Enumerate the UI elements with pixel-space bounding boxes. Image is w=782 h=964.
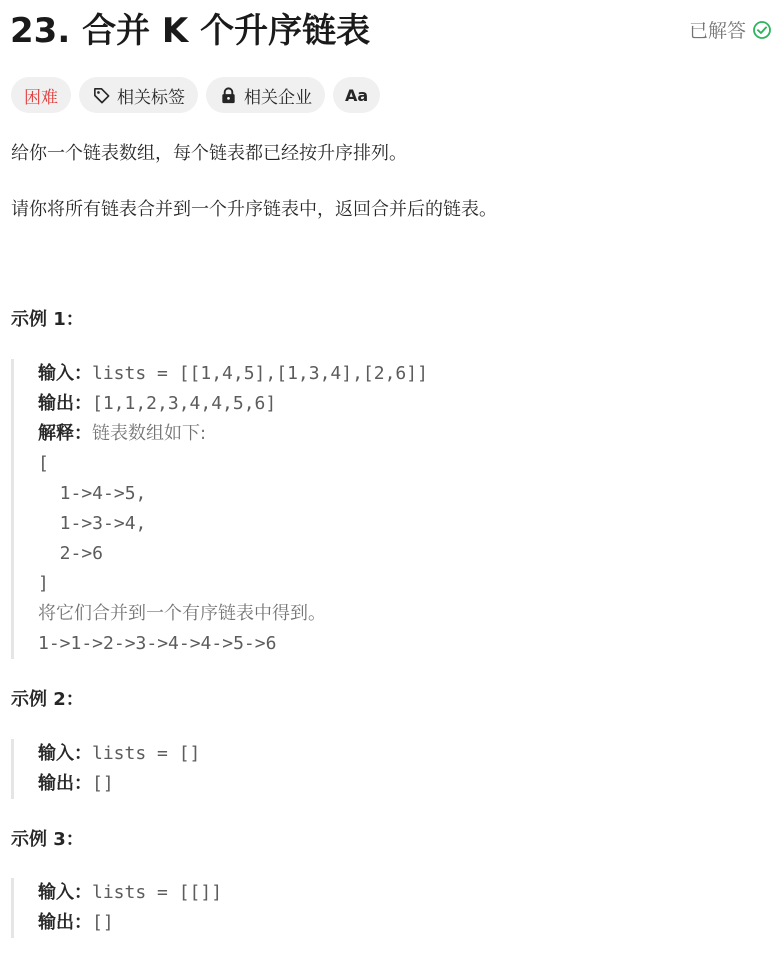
explain-line: 2->6 bbox=[38, 543, 104, 564]
output-value: [] bbox=[92, 912, 114, 933]
related-tags-button[interactable] bbox=[79, 77, 198, 113]
output-label: 输出： bbox=[38, 912, 92, 933]
translate-button[interactable] bbox=[333, 77, 380, 113]
explain-line: 1->3->4, bbox=[38, 513, 147, 534]
input-label: 输入： bbox=[38, 743, 92, 764]
lock-icon bbox=[219, 86, 238, 105]
input-value: lists = [[1,4,5],[1,3,4],[2,6]] bbox=[92, 363, 428, 384]
solved-status bbox=[689, 16, 772, 43]
input-label: 输入： bbox=[38, 882, 92, 903]
input-value: lists = [[]] bbox=[92, 882, 223, 903]
solved-label: 已解答 bbox=[688, 20, 746, 42]
explain-label: 解释： bbox=[38, 423, 92, 444]
explain-line: 1->1->2->3->4->4->5->6 bbox=[38, 633, 277, 654]
related-companies-label: 相关企业 bbox=[244, 87, 312, 108]
translate-icon: Aa bbox=[345, 85, 369, 105]
description-line-1: 给你一个链表数组，每个链表都已经按升序排列。 bbox=[11, 143, 407, 164]
output-label: 输出： bbox=[38, 393, 92, 414]
example-1-block bbox=[11, 359, 428, 659]
example-1-input bbox=[38, 359, 428, 389]
output-value: [] bbox=[92, 773, 114, 794]
explain-line: 将它们合并到一个有序链表中得到。 bbox=[38, 603, 326, 624]
example-3-title: 示例 3： bbox=[11, 829, 84, 850]
input-label: 输入： bbox=[38, 363, 92, 384]
description-line-2: 请你将所有链表合并到一个升序链表中，返回合并后的链表。 bbox=[11, 199, 497, 220]
example-1-title: 示例 1： bbox=[11, 309, 84, 330]
example-2-output bbox=[38, 769, 200, 799]
output-label: 输出： bbox=[38, 773, 92, 794]
tag-icon bbox=[92, 86, 111, 105]
problem-title: 23. 合并 K 个升序链表 bbox=[10, 11, 371, 51]
output-value: [1,1,2,3,4,4,5,6] bbox=[92, 393, 277, 414]
related-tags-label: 相关标签 bbox=[117, 87, 185, 108]
explain-line: ] bbox=[38, 573, 49, 594]
difficulty-badge bbox=[11, 77, 71, 113]
explain-line: 1->4->5, bbox=[38, 483, 147, 504]
related-companies-button[interactable] bbox=[206, 77, 325, 113]
input-value: lists = [] bbox=[92, 743, 201, 764]
example-2-title: 示例 2： bbox=[11, 689, 84, 710]
tag-row bbox=[11, 77, 380, 113]
check-circle-icon bbox=[752, 20, 772, 40]
explain-line: [ bbox=[38, 453, 49, 474]
example-3-output bbox=[38, 908, 222, 938]
example-3-input bbox=[38, 878, 222, 908]
example-3-block bbox=[11, 878, 222, 938]
example-1-output bbox=[38, 389, 428, 419]
explain-text: 链表数组如下: bbox=[92, 423, 207, 444]
example-2-block bbox=[11, 739, 200, 799]
difficulty-label: 困难 bbox=[24, 87, 58, 108]
example-2-input bbox=[38, 739, 200, 769]
example-1-explain bbox=[38, 419, 428, 449]
